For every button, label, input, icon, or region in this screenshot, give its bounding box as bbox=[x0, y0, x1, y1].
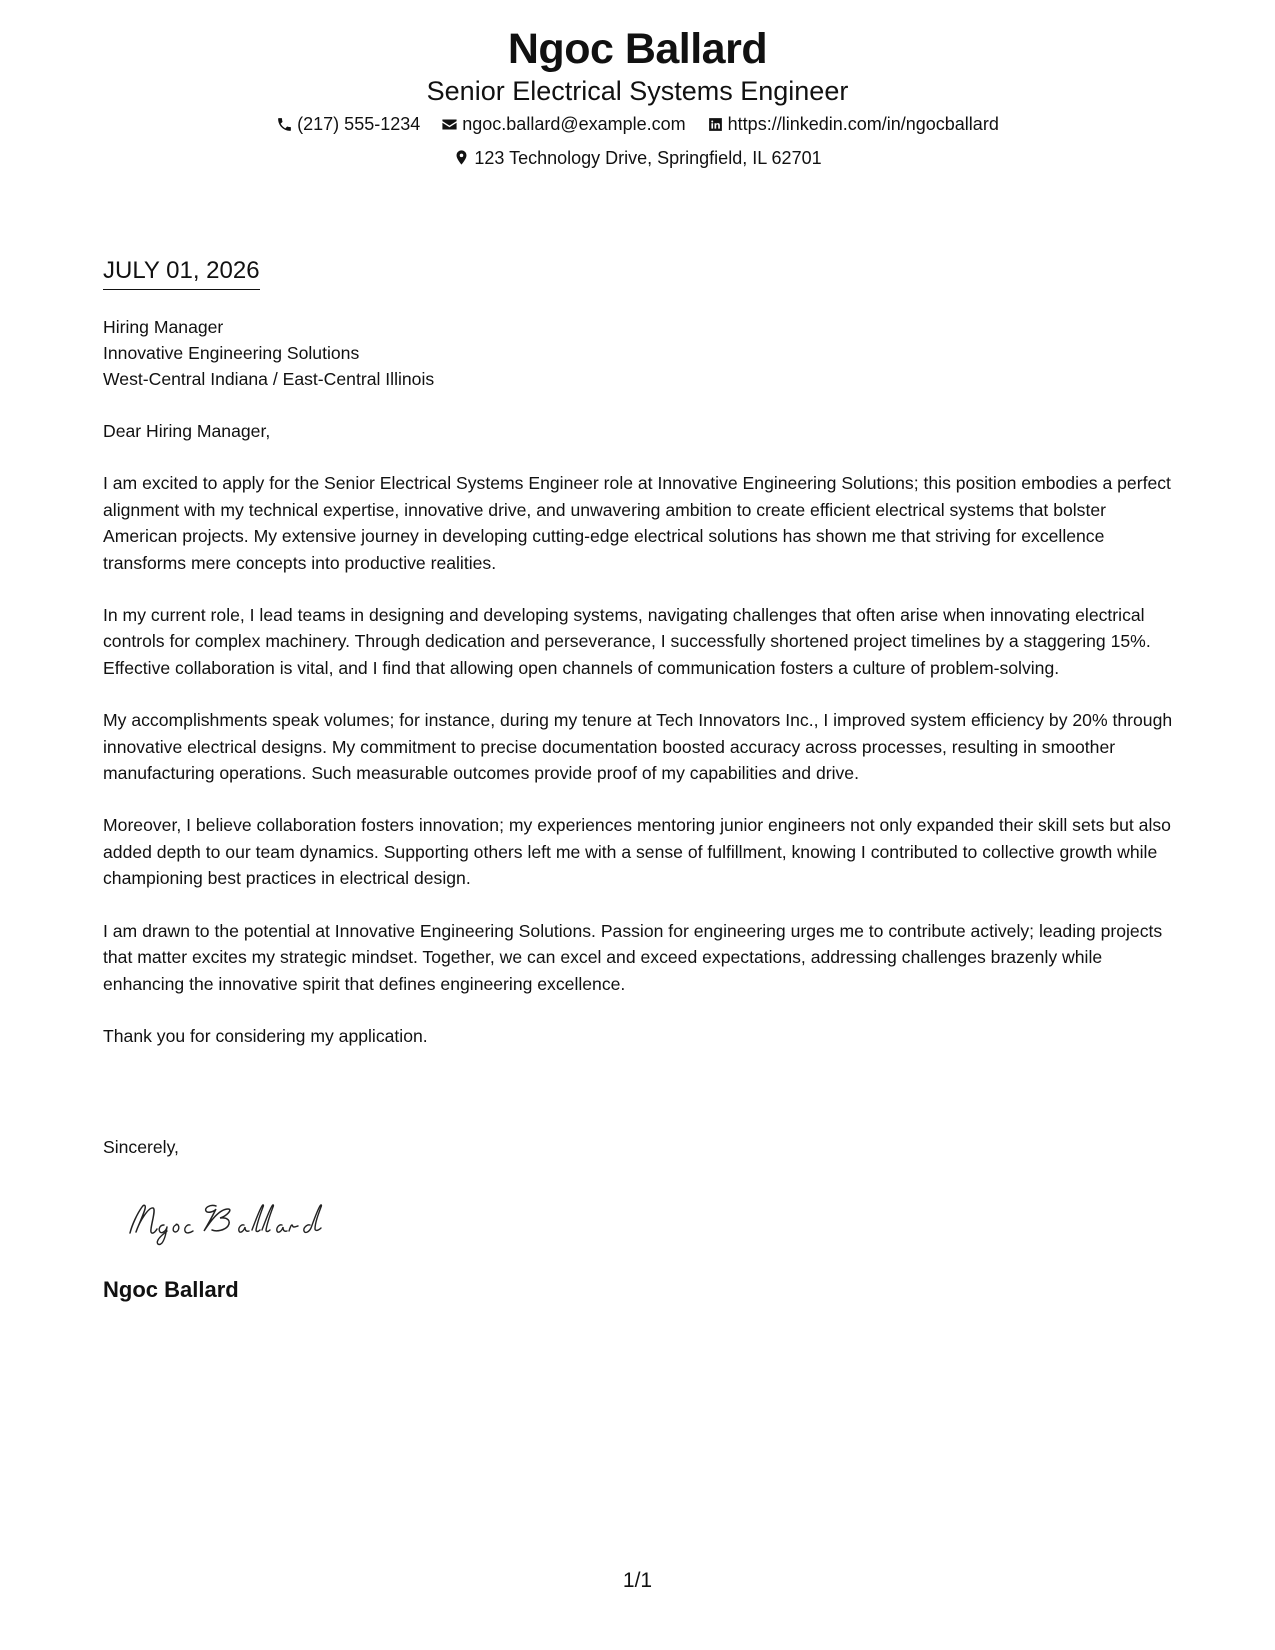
body-paragraph: Thank you for considering my application. bbox=[103, 1025, 428, 1046]
page-number: 1/1 bbox=[622, 1569, 653, 1592]
contact-email[interactable] bbox=[441, 110, 685, 138]
recipient-line: Innovative Engineering Solutions bbox=[103, 343, 360, 363]
envelope-icon bbox=[441, 116, 458, 133]
body-paragraph: Moreover, I believe collaboration fosters innovation; my experiences mentoring junior engineers not only expanded their skill sets but also added depth to our team dynamics. Supporting others left me with a sense of fulfillment, knowing I contributed to collective growth while championing best practices in electrical design. bbox=[103, 815, 1171, 889]
recipient-line: West-Central Indiana / East-Central Illinois bbox=[103, 369, 435, 389]
contact-address bbox=[453, 144, 821, 172]
contact-phone bbox=[276, 110, 420, 138]
recipient-block bbox=[103, 314, 1173, 392]
salutation: Dear Hiring Manager, bbox=[103, 421, 271, 441]
address-row bbox=[0, 144, 1275, 175]
applicant-title: Senior Electrical Systems Engineer bbox=[426, 76, 849, 106]
letter-date: JULY 01, 2026 bbox=[103, 256, 260, 290]
applicant-name: Ngoc Ballard bbox=[507, 25, 768, 73]
signature-image bbox=[124, 1192, 344, 1248]
phone-text: (217) 555-1234 bbox=[297, 114, 421, 134]
recipient-line: Hiring Manager bbox=[103, 317, 224, 337]
linkedin-icon bbox=[707, 116, 724, 133]
signer-name: Ngoc Ballard bbox=[103, 1277, 239, 1302]
address-text: 123 Technology Drive, Springfield, IL 62701 bbox=[474, 147, 822, 168]
letter-body bbox=[103, 314, 1173, 1049]
contact-row bbox=[0, 110, 1275, 141]
body-paragraph: I am excited to apply for the Senior Electrical Systems Engineer role at Innovative Engineering Solutions; this position embodies a perfect alignment with my technical expertise, innovative drive, and unwavering ambition to create efficient electrical systems that bolster American projects. My extensive journey in developing cutting-edge electrical solutions has shown me that striving for excellence transforms mere concepts into productive realities. bbox=[103, 473, 1171, 573]
body-paragraph: I am drawn to the potential at Innovative Engineering Solutions. Passion for engineering urges me to contribute actively; leading projects that matter excites my strategic mindset. Together, we can excel and exceed expectations, addressing challenges brazenly while enhancing the innovative spirit that defines engineering excellence. bbox=[103, 920, 1163, 994]
phone-icon bbox=[276, 116, 293, 133]
contact-linkedin[interactable] bbox=[707, 110, 999, 138]
letter-header bbox=[0, 22, 1275, 174]
linkedin-text: https://linkedin.com/in/ngocballard bbox=[727, 114, 999, 134]
email-text: ngoc.ballard@example.com bbox=[462, 114, 686, 134]
closing: Sincerely, bbox=[103, 1137, 179, 1157]
body-paragraph: In my current role, I lead teams in designing and developing systems, navigating challenges that often arise when innovating electrical controls for complex machinery. Through dedication and perseverance, I successfully shortened project timelines by a staggering 15%. Effective collaboration is vital, and I find that allowing open channels of communication fosters a culture of problem-solving. bbox=[103, 605, 1151, 678]
body-paragraph: My accomplishments speak volumes; for instance, during my tenure at Tech Innovators Inc., I improved system efficiency by 20% through innovative electrical designs. My commitment to precise documentation boosted accuracy across processes, resulting in smoother manufacturing operations. Such measurable outcomes provide proof of my capabilities and drive. bbox=[103, 710, 1173, 784]
map-pin-icon bbox=[453, 149, 470, 166]
